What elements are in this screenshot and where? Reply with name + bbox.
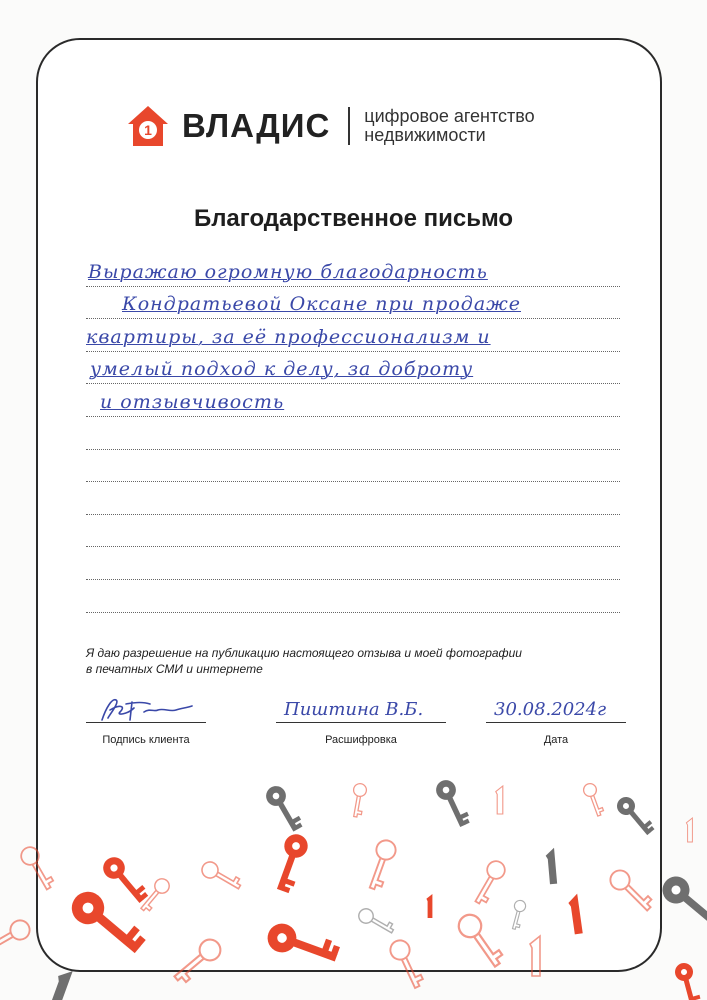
house-digit: 1 — [144, 122, 152, 138]
brand-logo — [126, 104, 535, 148]
handwritten-text: умелый подход к делу, за доброту — [90, 358, 474, 381]
brand-tagline — [364, 107, 534, 145]
key-icon — [673, 961, 702, 1000]
date-line — [486, 722, 626, 723]
letter-line — [86, 287, 620, 320]
letter-line — [86, 254, 620, 287]
letter-line — [86, 482, 620, 515]
decoding-value: Пиштина В.Б. — [284, 699, 424, 720]
client-signature-field — [86, 690, 206, 750]
client-signature-caption: Подпись клиента — [102, 734, 190, 746]
decoding-caption: Расшифровка — [325, 734, 397, 746]
letter-body — [86, 254, 620, 613]
tagline-line2: недвижимости — [364, 125, 486, 145]
client-signature-line — [86, 722, 206, 723]
consent-line2: в печатных СМИ и интернете — [86, 662, 263, 676]
one-icon — [45, 967, 73, 1000]
key-icon — [657, 871, 707, 935]
decoding-field — [276, 690, 446, 750]
page-title: Благодарственное письмо — [193, 205, 514, 232]
client-signature-icon — [96, 694, 196, 724]
letter-line — [86, 580, 620, 613]
publication-consent — [86, 645, 606, 677]
handwritten-text: Кондратьевой Оксане при продаже — [122, 293, 521, 316]
logo-divider — [348, 107, 350, 145]
date-caption: Дата — [543, 734, 569, 746]
letter-line — [86, 319, 620, 352]
signature-row — [86, 690, 626, 750]
letter-line — [86, 450, 620, 483]
handwritten-text: и отзывчивость — [100, 390, 285, 413]
letter-line — [86, 384, 620, 417]
letter-line — [86, 352, 620, 385]
decoding-line — [276, 722, 446, 723]
letter-line — [86, 417, 620, 450]
date-value: 30.08.2024г — [494, 699, 607, 720]
letter-line — [86, 515, 620, 548]
handwritten-text: квартиры, за её профессионализм и — [86, 325, 491, 348]
house-icon — [126, 104, 170, 148]
tagline-line1: цифровое агентство — [364, 106, 535, 126]
handwritten-text: Выражаю огромную благодарность — [88, 260, 488, 283]
consent-line1: Я даю разрешение на публикацию настоящего отзыва и моей фотографии — [86, 646, 522, 660]
letter-line — [86, 547, 620, 580]
brand-name: ВЛАДИС — [182, 107, 331, 144]
date-field — [486, 690, 626, 750]
